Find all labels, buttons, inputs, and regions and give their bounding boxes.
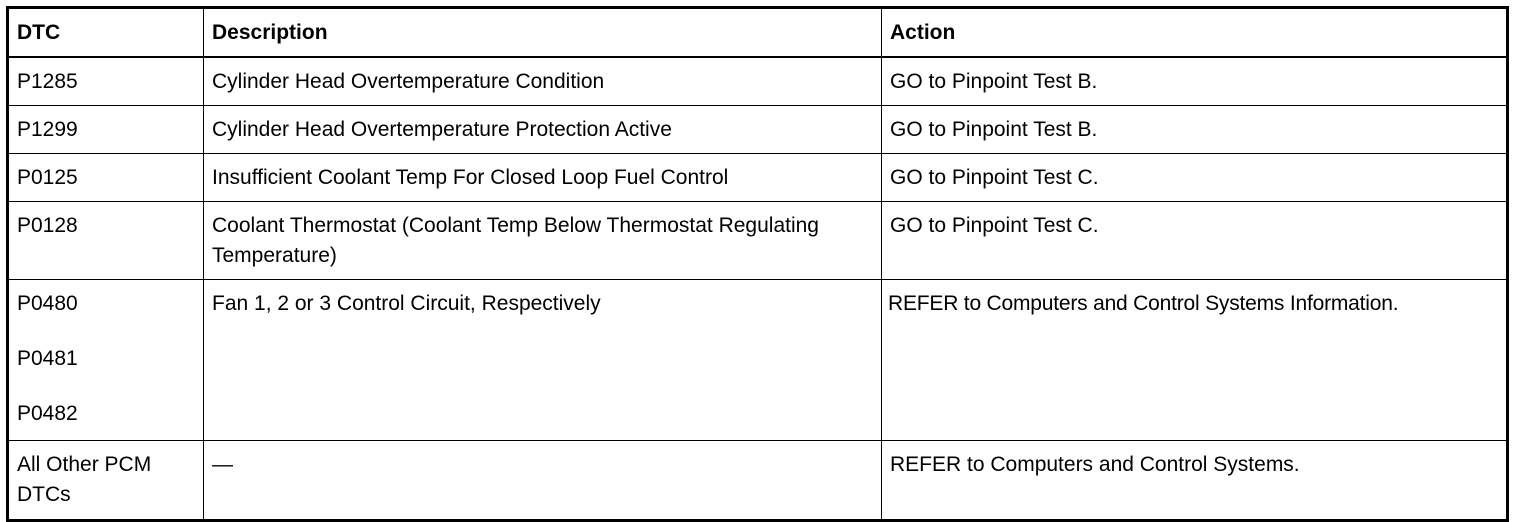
table-row [8, 154, 1508, 202]
action-cell: GO to Pinpoint Test B. [882, 106, 1508, 154]
dtc-cell [8, 57, 204, 106]
table-row [8, 441, 1508, 521]
header-description: Description [204, 8, 882, 58]
action-cell: REFER to Computers and Control Systems. [882, 441, 1508, 521]
dtc-cell [8, 106, 204, 154]
table-row [8, 106, 1508, 154]
dtc-code: P1299 [17, 118, 78, 141]
dtc-code: P0128 [17, 214, 78, 237]
dtc-table [6, 6, 1509, 522]
action-cell: GO to Pinpoint Test B. [882, 57, 1508, 106]
action-cell: GO to Pinpoint Test C. [882, 202, 1508, 280]
header-action: Action [882, 8, 1508, 58]
description-cell: Coolant Thermostat (Coolant Temp Below Thermostat Regulating Temperature) [204, 202, 882, 280]
description-cell: Fan 1, 2 or 3 Control Circuit, Respectively [204, 280, 882, 441]
dtc-cell [8, 202, 204, 280]
table-row [8, 202, 1508, 280]
dtc-code: All Other PCM DTCs [17, 453, 152, 506]
dtc-code: P0125 [17, 166, 78, 189]
dtc-cell [8, 441, 204, 521]
table-row [8, 57, 1508, 106]
dtc-cell [8, 280, 204, 441]
description-cell: Insufficient Coolant Temp For Closed Loop Fuel Control [204, 154, 882, 202]
dtc-code: P0481 [17, 347, 78, 370]
action-cell: REFER to Computers and Control Systems Information. [882, 280, 1508, 441]
description-cell: — [204, 441, 882, 521]
dtc-cell [8, 154, 204, 202]
table-row [8, 280, 1508, 441]
table-header-row [8, 8, 1508, 58]
dtc-code: P0480 [17, 292, 78, 315]
dtc-code: P1285 [17, 70, 78, 93]
description-cell: Cylinder Head Overtemperature Protection Active [204, 106, 882, 154]
header-dtc: DTC [8, 8, 204, 58]
description-cell: Cylinder Head Overtemperature Condition [204, 57, 882, 106]
dtc-code: P0482 [17, 402, 78, 425]
action-cell: GO to Pinpoint Test C. [882, 154, 1508, 202]
